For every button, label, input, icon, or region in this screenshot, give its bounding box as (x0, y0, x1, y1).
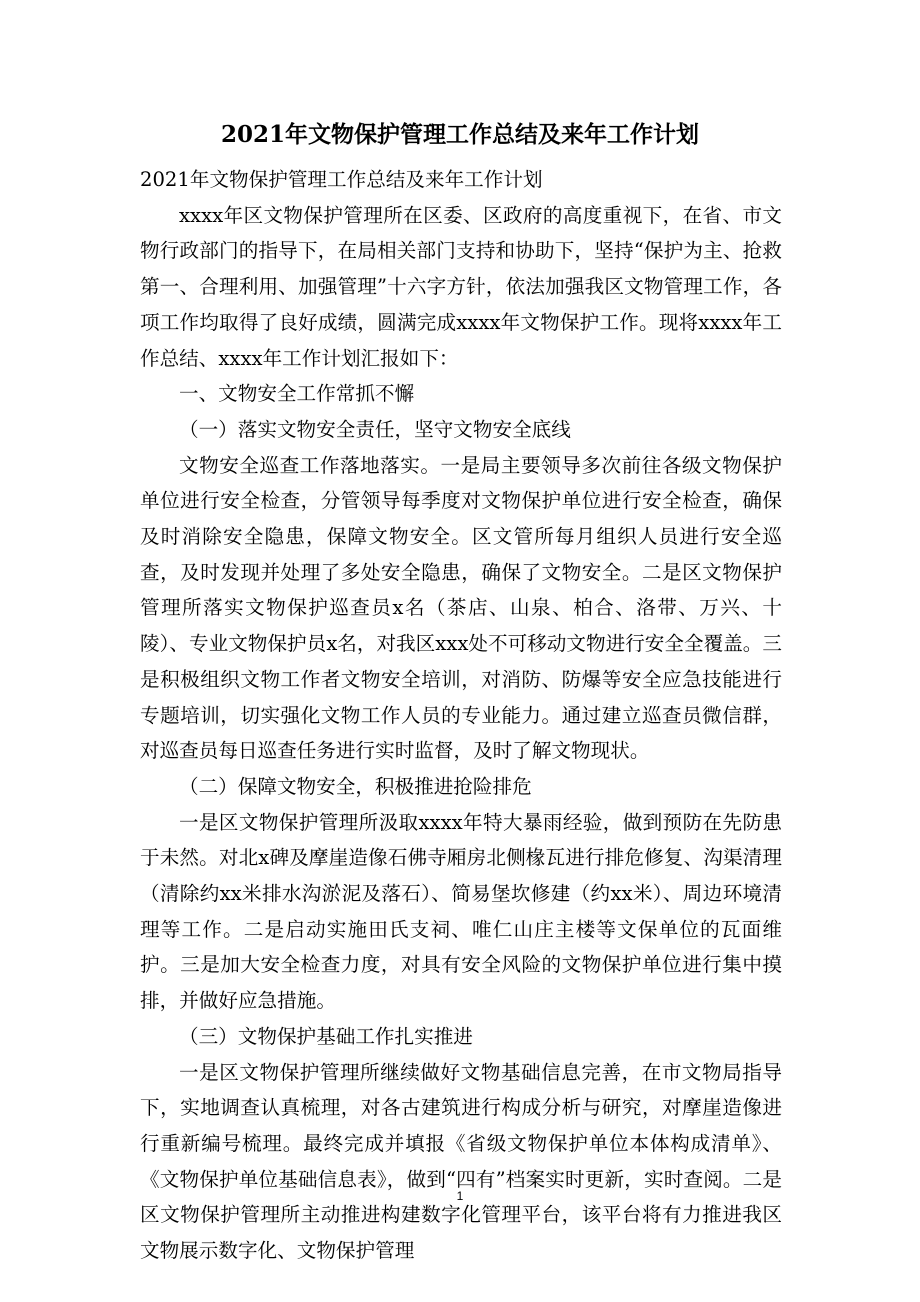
paragraph-safety-inspection: 文物安全巡查工作落地落实。一是局主要领导多次前往各级文物保护单位进行安全检查，分管领导每季度对文物保护单位进行安全检查，确保及时消除安全隐患，保障文物安全。区文管所每月组织人员进行安全巡查，及时发现并处理了多处安全隐患，确保了文物安全。二是区文物保护管理所落实文物保护巡查员x名（茶店、山泉、柏合、洛带、万兴、十陵）、专业文物保护员x名，对我区xxx处不可移动文物进行安全全覆盖。三是积极组织文物工作者文物安全培训，对消防、防爆等安全应急技能进行专题培训，切实强化文物工作人员的专业能力。通过建立巡查员微信群，对巡查员每日巡查任务进行实时监督，及时了解文物现状。 (140, 453, 782, 763)
subsection-heading-3: （三）文物保护基础工作扎实推进 (179, 1024, 473, 1048)
subsection-heading-2: （二）保障文物安全，积极推进抢险排危 (179, 774, 532, 798)
document-title: 2021年文物保护管理工作总结及来年工作计划 (220, 121, 699, 148)
section-heading-1: 一、文物安全工作常抓不懈 (179, 382, 415, 406)
paragraph-emergency-repair: 一是区文物保护管理所汲取xxxx年特大暴雨经验，做到预防在先防患于未然。对北x碑及摩崖造像石佛寺厢房北侧椽瓦进行排危修复、沟渠清理（清除约xx米排水沟淤泥及落石）、简易堡坎修建（约xx米）、周边环境清理等工作。二是启动实施田氏支祠、唯仁山庄主楼等文保单位的瓦面维护。三是加大安全检查力度，对具有安全风险的文物保护单位进行集中摸排，并做好应急措施。 (140, 810, 782, 1013)
subsection-heading-1: （一）落实文物安全责任，坚守文物安全底线 (179, 417, 571, 441)
page-number: 1 (456, 1189, 464, 1203)
document-body (140, 162, 782, 1269)
document-subtitle: 2021年文物保护管理工作总结及来年工作计划 (140, 168, 543, 191)
paragraph-intro: xxxx年区文物保护管理所在区委、区政府的高度重视下，在省、市文物行政部门的指导下，在局相关部门支持和协助下，坚持“保护为主、抢救第一、合理利用、加强管理”十六字方针，依法加强我区文物管理工作，各项工作均取得了良好成绩，圆满完成xxxx年文物保护工作。现将xxxx年工作总结、xxxx年工作计划汇报如下： (140, 203, 782, 370)
paragraph-basic-work: 一是区文物保护管理所继续做好文物基础信息完善，在市文物局指导下，实地调查认真梳理，对各古建筑进行构成分析与研究，对摩崖造像进行重新编号梳理。最终完成并填报《省级文物保护单位本体构成清单》、《文物保护单位基础信息表》，做到“四有”档案实时更新，实时查阅。二是区文物保护管理所主动推进构建数字化管理平台，该平台将有力推进我区文物展示数字化、文物保护管理 (140, 1060, 782, 1263)
